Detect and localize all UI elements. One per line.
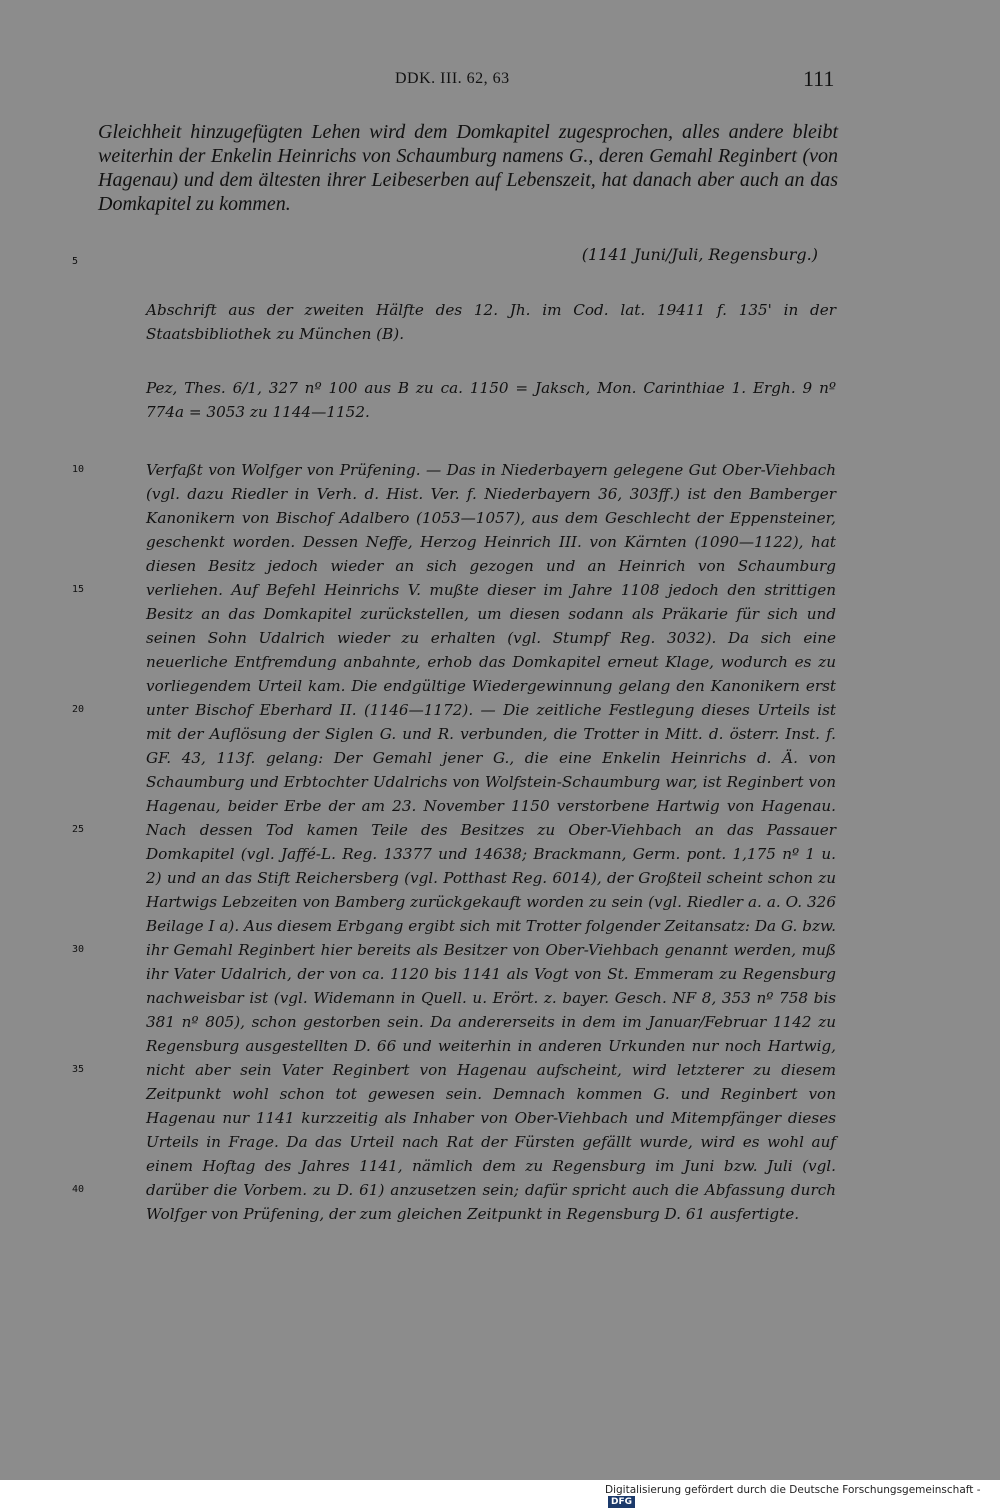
commentary-text: Verfaßt von Wolfger von Prüfening. — Das in Niederbayern gelegene Gut Ober-Viehbach (vgl. dazu Riedler in Verh. d. Hist. Ver. f. Niederbayern 36, 303ff.) ist den Bamberger Kanonikern von Bischof Adalbero (1053—1057), aus dem Geschlecht der Eppensteiner, geschenkt worden. Dessen Neffe, Herzog Heinrich III. von Kärnten (1090—1122), hat diesen Besitz jedoch wieder an sich gezogen und an Heinrich von Schaumburg verliehen. Auf Befehl Heinrichs V. mußte dieser im Jahre 1108 jedoch den strittigen Besitz an das Domkapitel zurückstellen, um diesen sodann als Präkarie für sich und seinen Sohn Udalrich wieder zu erhalten (vgl. Stumpf Reg. 3032). Da sich eine neuerliche Entfremdung anbahnte, erhob das Domkapitel erneut Klage, wodurch es zu vorliegendem Urteil kam. Die endgültige Wiedergewinnung gelang den Kanonikern erst unter Bischof Eberhard II. (1146—1172). — Die zeitliche Festlegung dieses Urteils ist mit der Auflösung der Siglen G. und R. verbunden, die Trotter in Mitt. d. österr. Inst. f. GF. 43, 113f. gelang: Der Gemahl jener G., die eine Enkelin Heinrichs d. Ä. von Schaumburg und Erbtochter Udalrichs von Wolfstein-Schaumburg war, ist Reginbert von Hagenau, beider Erbe der am 23. November 1150 verstorbene Hartwig von Hagenau. Nach dessen Tod kamen Teile des Besitzes zu Ober-Viehbach an das Passauer Domkapitel (vgl. Jaffé-L. Reg. 13377 und 14638; Brackmann, Germ. pont. 1,175 nº 1 u. 2) und an das Stift Reichersberg (vgl. Potthast Reg. 6014), der Großteil scheint schon zu Hartwigs Lebzeiten von Bamberg zurückgekauft worden zu sein (vgl. Riedler a. a. O. 326 Beilage I a). Aus diesem Erbgang ergibt sich mit Trotter folgender Zeitansatz: Da G. bzw. ihr Gemahl Reginbert hier bereits als Besitzer von Ober-Viehbach genannt werden, muß ihr Vater Udalrich, der von ca. 1120 bis 1141 als Vogt von St. Emmeram zu Regensburg nachweisbar ist (vgl. Widemann in Quell. u. Erört. z. bayer. Gesch. NF 8, 353 nº 758 bis 381 nº 805), schon gestorben sein. Da andererseits in dem im Januar/Februar 1142 zu Regensburg ausgestellten D. 66 und weiterhin in anderen Urkunden nur noch Hartwig, nicht aber sein Vater Reginbert von Hagenau aufscheint, wird letzterer zu diesem Zeitpunkt wohl schon tot gewesen sein. Demnach kommen G. und Reginbert von Hagenau nur 1141 kurzzeitig als Inhaber von Ober-Viehbach und Mitempfänger dieses Urteils in Frage. Da das Urteil nach Rat der Fürsten gefällt wurde, wird es wohl auf einem Hoftag des Jahres 1141, nämlich dem zu Regensburg im Juni bzw. Juli (vgl. darüber die Vorbem. zu D. 61) anzusetzen sein; dafür spricht auch die Abfassung durch Wolfger von Prüfening, der zum gleichen Zeitpunkt in Regensburg D. 61 ausfertigte. <box>146 461 836 1223</box>
line-number-5: 5 <box>72 256 79 267</box>
date-place: (1141 Juni/Juli, Regensburg.) <box>581 245 818 264</box>
line-number-25: 25 <box>72 824 85 835</box>
footer-credit <box>605 1484 1000 1508</box>
running-title: DDK. III. 62, 63 <box>395 70 510 87</box>
line-number-40: 40 <box>72 1184 85 1195</box>
line-number-15: 15 <box>72 584 85 595</box>
line-number-10: 10 <box>72 464 85 475</box>
line-number-20: 20 <box>72 704 85 715</box>
page-number: 111 <box>803 66 835 91</box>
dfg-logo: DFG <box>608 1496 635 1508</box>
manuscript-note: Abschrift aus der zweiten Hälfte des 12. Jh. im Cod. lat. 19411 f. 135' in der Staatsbibliothek zu München (B). <box>146 301 836 343</box>
line-number-30: 30 <box>72 944 85 955</box>
line-number-35: 35 <box>72 1064 85 1075</box>
edition-note: Pez, Thes. 6/1, 327 nº 100 aus B zu ca. 1150 = Jaksch, Mon. Carinthiae 1. Ergh. 9 nº 774a = 3053 zu 1144—1152. <box>146 379 836 421</box>
footer-text: Digitalisierung gefördert durch die Deutsche Forschungsgemeinschaft - <box>605 1484 981 1496</box>
regest-text: Gleichheit hinzugefügten Lehen wird dem Domkapitel zugesprochen, alles andere bleibt weiterhin der Enkelin Heinrichs von Schaumburg namens G., deren Gemahl Reginbert (von Hagenau) und dem ältesten ihrer Leibeserben auf Lebenszeit, hat danach aber auch an das Domkapitel zu kommen. <box>98 121 838 215</box>
